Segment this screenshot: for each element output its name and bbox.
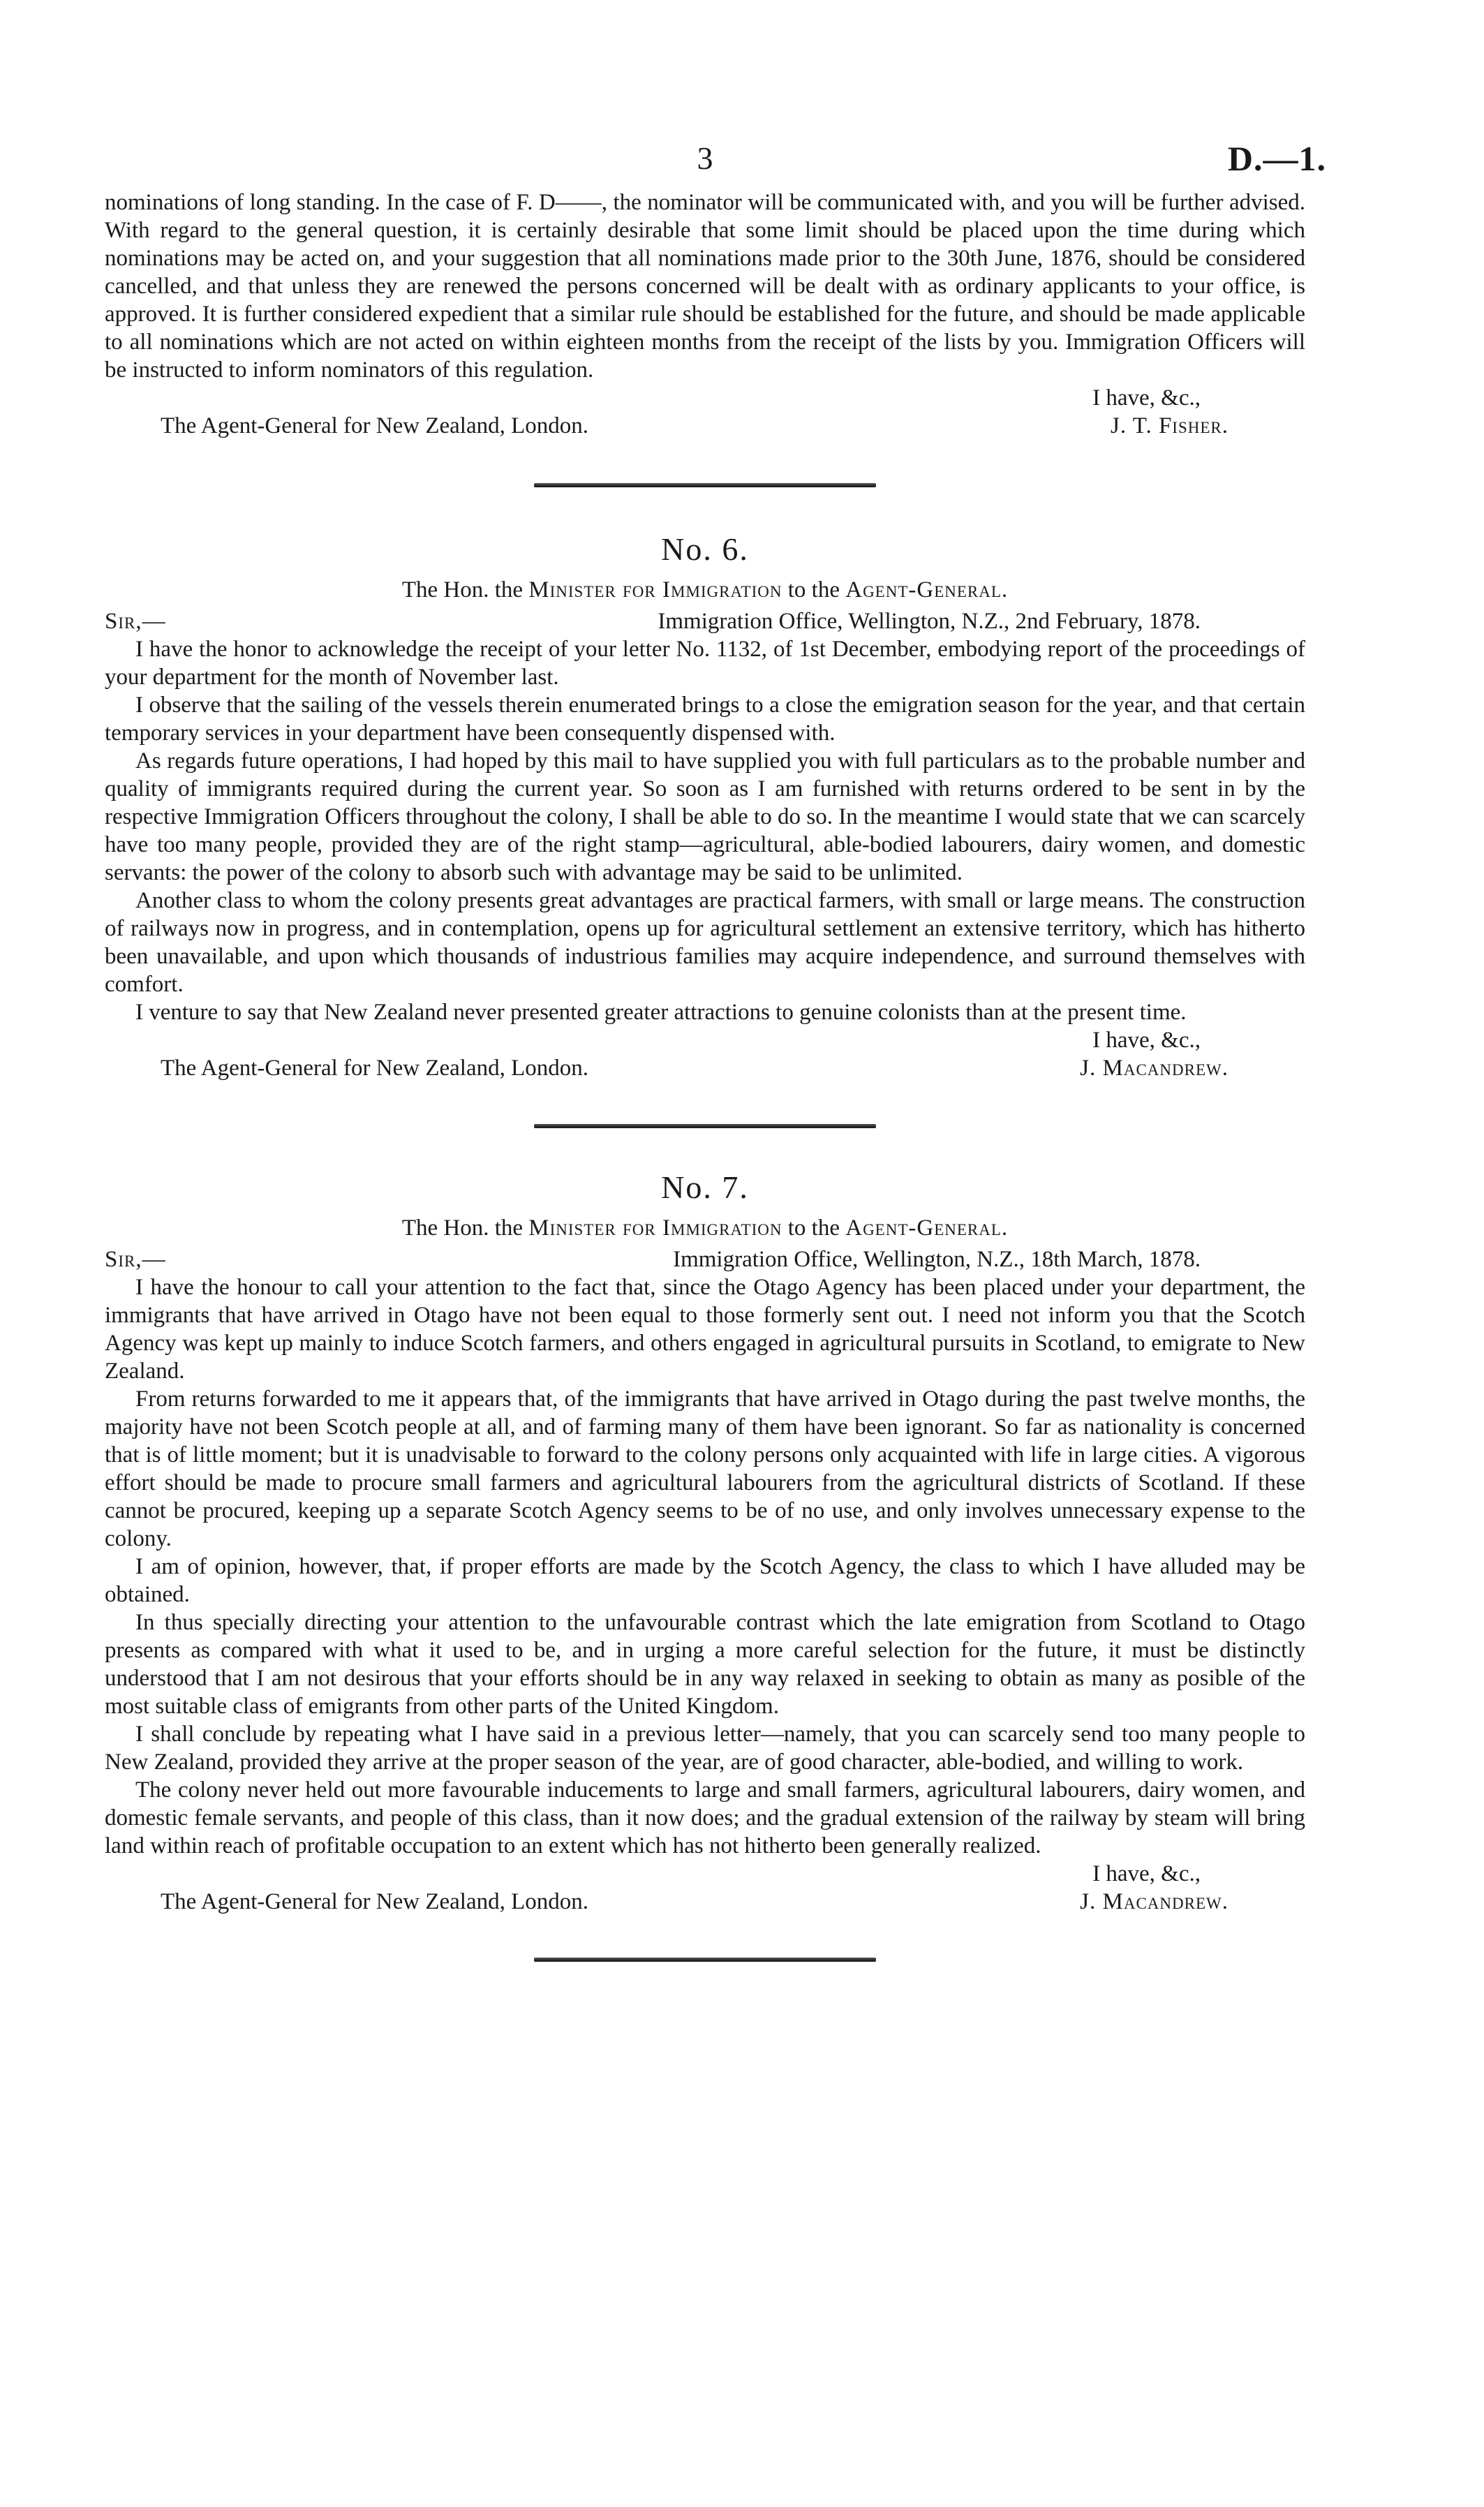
letter-number: No. 7.	[661, 1169, 749, 1205]
paragraph: I have the honor to acknowledge the receipt of your letter No. 1132, of 1st December, embodying report of the proceedings of your department for the month of November last.	[105, 637, 1305, 690]
paragraph: I have the honour to call your attention to the fact that, since the Otago Agency has been placed under your department, the immigrants that have arrived in Otago have not been equal to those formerly sent out. I need not inform you that the Scotch Agency was kept up mainly to induce Scotch farmers, and others engaged in agricultural pursuits in Scotland, to emigrate to New Zealand.	[105, 1275, 1305, 1384]
signature-block	[105, 384, 1305, 440]
section-divider	[534, 1958, 876, 1962]
paragraph: Another class to whom the colony presents great advantages are practical farmers, with small or large means. The construction of railways now in progress, and in contemplation, opens up for agricultural settlement an extensive territory, which has hitherto been unavailable, and upon which thousands of industrious families may acquire independence, and surround themselves with comfort.	[105, 888, 1305, 997]
salutation: Sir,—	[105, 1247, 166, 1272]
paragraph: As regards future operations, I had hoped by this mail to have supplied you with full particulars as to the probable number and quality of immigrants required during the current year. So soon as I am furnished with returns ordered to be sent in by the respective Immigration Officers throughout the colony, I shall be able to do so. In the meantime I would state that we can scarcely have too many people, provided they are of the right stamp—agricultural, able-bodied labourers, dairy women, and domestic servants: the power of the colony to absorb such with advantage may be said to be unlimited.	[105, 748, 1305, 885]
page-header	[105, 139, 1326, 188]
paragraph: From returns forwarded to me it appears that, of the immigrants that have arrived in Otago during the past twelve months, the majority have not been Scotch people at all, and of farming many of them have been ignorant. So far as nationality is concerned that is of little moment; but it is unadvisable to forward to the colony persons only acquainted with life in large cities. A vigorous effort should be made to procure small farmers and agricultural labourers from the agricultural districts of Scotland. If these cannot be procured, keeping up a separate Scotch Agency seems to be of no use, and only involves unnecessary expense to the colony.	[105, 1386, 1305, 1551]
page-number: 3	[697, 140, 713, 176]
letter-body: nominations of long standing. In the case of F. D——, the nominator will be communicated with, and you will be further advised. With regard to the general question, it is certainly desirable that some limit should be placed upon the time during which nominations may be acted on, and your suggestion that all nominations made prior to the 30th June, 1876, should be considered cancelled, and that unless they are renewed the persons concerned will be dealt with as ordinary applicants to your office, is approved. It is further considered expedient that a similar rule should be established for the future, and should be made applicable to all nominations which are not acted on within eighteen months from the receipt of the lists by you. Immigration Officers will be instructed to inform nominators of this regulation.	[105, 190, 1305, 383]
signer: J. Macandrew.	[1080, 1056, 1229, 1081]
heading-from: Minister for Immigration	[528, 1215, 782, 1241]
letter-no-7	[105, 1169, 1305, 1916]
letter-heading	[105, 1213, 1305, 1243]
addressee: The Agent-General for New Zealand, London.	[161, 1056, 589, 1081]
document-page	[105, 139, 1326, 1962]
signer: J. Macandrew.	[1080, 1889, 1229, 1914]
heading-to-word: to the	[787, 1215, 840, 1241]
heading-from: Minister for Immigration	[528, 577, 782, 602]
document-reference: D.—1.	[1227, 139, 1326, 178]
paragraph: The colony never held out more favourable inducements to large and small farmers, agricultural labourers, dairy women, and domestic female servants, and people of this class, than it now does; and the gradual extension of the railway by steam will bring land within reach of profitable occupation to an extent which has not hitherto been generally realized.	[105, 1777, 1305, 1858]
addressee: The Agent-General for New Zealand, London.	[161, 413, 589, 438]
paragraph: I venture to say that New Zealand never presented greater attractions to genuine colonists than at the present time.	[135, 1000, 1187, 1025]
closing: I have, &c.,	[1092, 1028, 1201, 1053]
paragraph: In thus specially directing your attention to the unfavourable contrast which the late emigration from Scotland to Otago presents as compared with what it used to be, and in urging a more careful selection for the future, it must be distinctly understood that I am not desirous that your efforts should be in any way relaxed in seeking to obtain as many as posible of the most suitable class of emigrants from other parts of the United Kingdom.	[105, 1610, 1305, 1719]
dateline-row	[105, 607, 1305, 635]
dateline: Immigration Office, Wellington, N.Z., 18th March, 1878.	[673, 1247, 1201, 1272]
letter-heading	[105, 575, 1305, 605]
continued-letter	[105, 188, 1305, 440]
signature-block	[105, 1860, 1305, 1916]
heading-prefix: The Hon. the	[401, 577, 524, 602]
paragraph: I am of opinion, however, that, if proper efforts are made by the Scotch Agency, the class to which I have alluded may be obtained.	[105, 1554, 1305, 1607]
salutation: Sir,—	[105, 609, 166, 634]
signature-block	[105, 1026, 1305, 1082]
heading-to-word: to the	[787, 577, 840, 602]
dateline: Immigration Office, Wellington, N.Z., 2nd February, 1878.	[658, 609, 1201, 634]
heading-to: Agent-General.	[845, 1215, 1009, 1241]
paragraph: I observe that the sailing of the vessels therein enumerated brings to a close the emigration season for the year, and that certain temporary services in your department have been consequently dispensed with.	[105, 693, 1305, 746]
dateline-row	[105, 1245, 1305, 1273]
paragraph: I shall conclude by repeating what I have said in a previous letter—namely, that you can scarcely send too many people to New Zealand, provided they arrive at the proper season of the year, are of good character, able-bodied, and willing to work.	[105, 1722, 1305, 1775]
section-divider	[534, 1124, 876, 1128]
addressee: The Agent-General for New Zealand, London.	[161, 1889, 589, 1914]
letter-number: No. 6.	[661, 531, 749, 567]
section-divider	[534, 483, 876, 487]
signer: J. T. Fisher.	[1110, 413, 1229, 438]
closing: I have, &c.,	[1092, 385, 1201, 411]
closing: I have, &c.,	[1092, 1861, 1201, 1886]
heading-to: Agent-General.	[845, 577, 1009, 602]
heading-prefix: The Hon. the	[401, 1215, 524, 1241]
letter-no-6	[105, 531, 1305, 1082]
